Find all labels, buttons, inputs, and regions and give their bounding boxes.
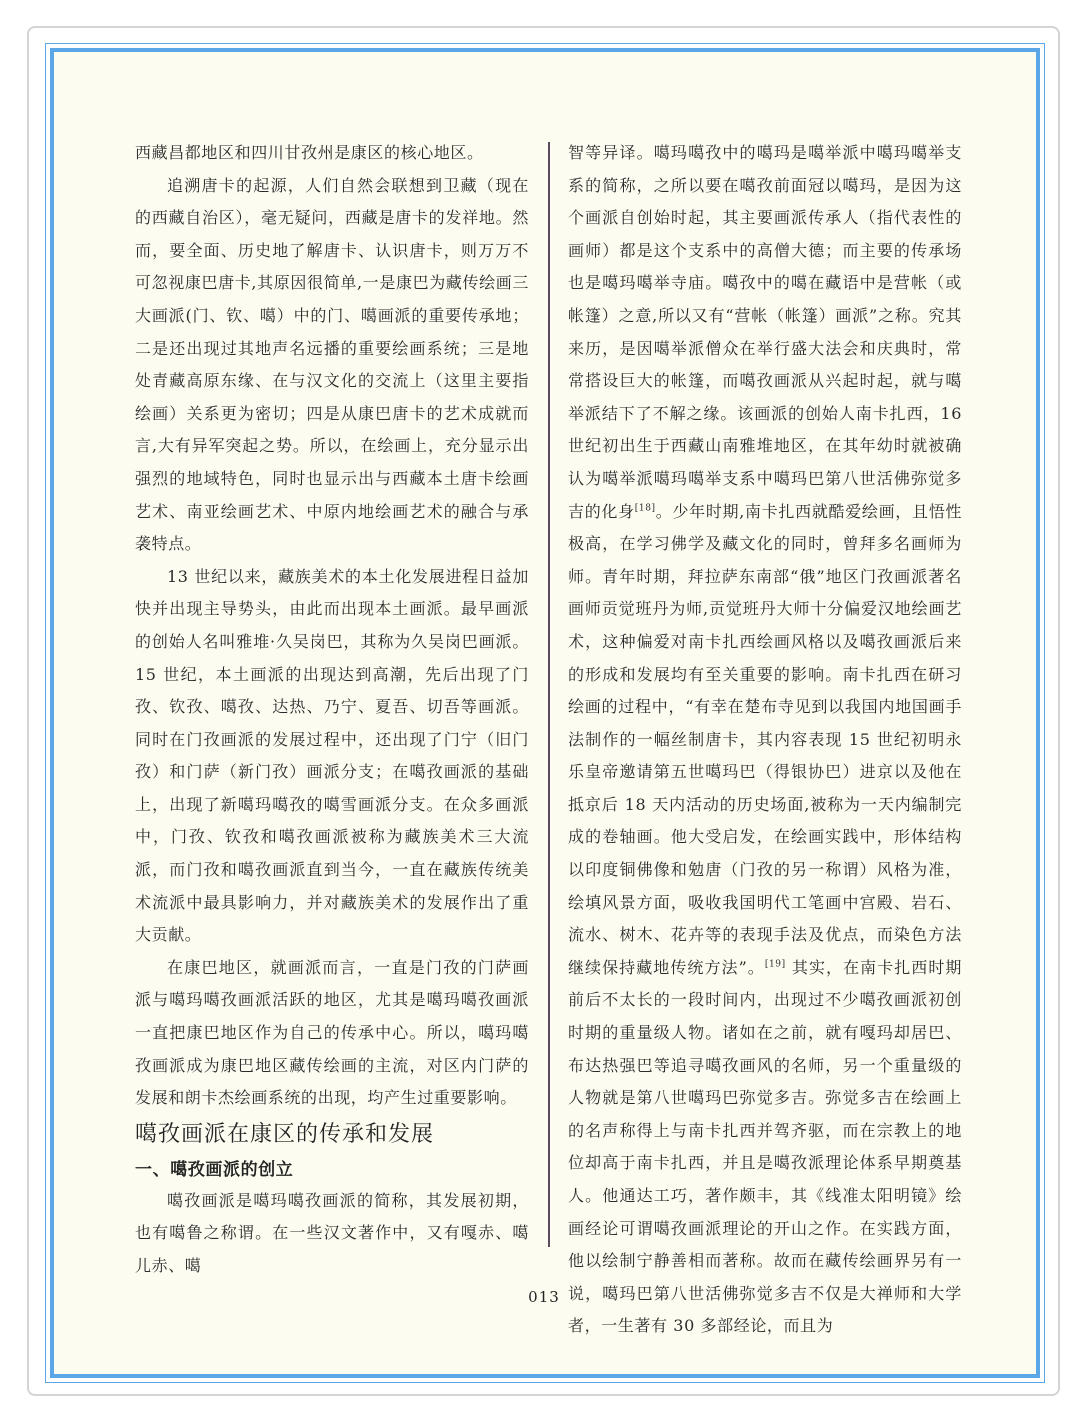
sub-title: 一、噶孜画派的创立 bbox=[135, 1159, 294, 1180]
right-column bbox=[568, 137, 962, 1343]
paragraph-text: 其实，在南卡扎西时期前后不太长的一段时间内，出现过不少噶孜画派初创时期的重量级人物。诸如在之前，就有嘎玛却居巴、布达热强巴等追寻噶孜画风的名师，另一个重量级的人物就是第八世噶玛巴弥觉多吉。弥觉多吉在绘画上的名声称得上与南卡扎西并驾齐驱，而在宗教上的地位却高于南卡扎西，并且是噶孜派理论体系早期奠基人。他通达工巧，著作颇丰，其《线准太阳明镜》绘画经论可谓噶孜画派理论的开山之作。在实践方面，他以绘制宁静善相而著称。故而在藏传绘画界另有一说，噶玛巴第八世活佛弥觉多吉不仅是大禅师和大学者，一生著有 30 多部经论，而且为 bbox=[568, 957, 963, 1336]
paragraph: 13 世纪以来，藏族美术的本土化发展进程日益加快并出现主导势头，由此而出现本土画派。最早画派的创始人名叫雅堆·久吴岗巴，其称为久吴岗巴画派。15 世纪，本土画派的出现达到高潮，先后出现了门孜、钦孜、噶孜、达热、乃宁、夏吾、切吾等画派。同时在门孜画派的发展过程中，还出现了门宁（旧门孜）和门萨（新门孜）画派分支；在噶孜画派的基础上，出现了新噶玛噶孜的噶雪画派分支。在众多画派中，门孜、钦孜和噶孜画派被称为藏族美术三大流派，而门孜和噶孜画派直到当今，一直在藏族传统美术流派中最具影响力，并对藏族美术的发展作出了重大贡献。 bbox=[135, 566, 529, 945]
column-divider bbox=[548, 142, 550, 1247]
paragraph: 追溯唐卡的起源，人们自然会联想到卫藏（现在的西藏自治区），毫无疑问，西藏是唐卡的发祥地。然而，要全面、历史地了解唐卡、认识唐卡，则万万不可忽视康巴唐卡,其原因很简单,一是康巴为藏传绘画三大画派(门、钦、噶）中的门、噶画派的重要传承地；二是还出现过其地声名远播的重要绘画系统；三是地处青藏高原东缘、在与汉文化的交流上（这里主要指绘画）关系更为密切；四是从康巴唐卡的艺术成就而言,大有异军突起之势。所以，在绘画上，充分显示出强烈的地域特色，同时也显示出与西藏本土唐卡绘画艺术、南亚绘画艺术、中原内地绘画艺术的融合与承袭特点。 bbox=[135, 175, 529, 554]
footnote-ref-19[interactable]: [19] bbox=[764, 959, 786, 970]
paragraph-text: 。少年时期,南卡扎西就酷爱绘画，且悟性极高，在学习佛学及藏文化的同时，曾拜多名画师为师。青年时期，拜拉萨东南部“俄”地区门孜画派著名画师贡觉班丹为师,贡觉班丹大师十分偏爱汉地绘画艺术，这种偏爱对南卡扎西绘画风格以及噶孜画派后来的形成和发展均有至关重要的影响。南卡扎西在研习绘画的过程中，“有幸在楚布寺见到以我国内地国画手法制作的一幅丝制唐卡，其内容表现 15 世纪初明永乐皇帝邀请第五世噶玛巴（得银协巴）进京以及他在抵京后 18 天内活动的历史场面,被称为一天内编制完成的卷轴画。他大受启发，在绘画实践中，形体结构以印度铜佛像和勉唐（门孜的另一称谓）风格为准，绘填风景方面，吸收我国明代工笔画中宫殿、岩石、流水、树木、花卉等的表现手法及优点，而染色方法继续保持藏地传统方法”。 bbox=[568, 501, 962, 977]
paragraph: 西藏昌都地区和四川甘孜州是康区的核心地区。 bbox=[135, 143, 484, 162]
paragraph-text: 智等异译。噶玛噶孜中的噶玛是噶举派中噶玛噶举支系的简称，之所以要在噶孜前面冠以噶玛，是因为这个画派自创始时起，其主要画派传承人（指代表性的画师）都是这个支系中的高僧大德；而主要的传承场也是噶玛噶举寺庙。噶孜中的噶在藏语中是营帐（或帐篷）之意,所以又有“营帐（帐篷）画派”之称。究其来历，是因噶举派僧众在举行盛大法会和庆典时，常常搭设巨大的帐篷，而噶孜画派从兴起时起，就与噶举派结下了不解之缘。该画派的创始人南卡扎西，16 世纪初出生于西藏山南雅堆地区，在其年幼时就被确认为噶举派噶玛噶举支系中噶玛巴第八世活佛弥觉多吉的化身 bbox=[568, 143, 962, 521]
footnote-ref-18[interactable]: [18] bbox=[634, 503, 656, 514]
paragraph: 在康巴地区，就画派而言，一直是门孜的门萨画派与噶玛噶孜画派活跃的地区，尤其是噶玛噶孜画派一直把康巴地区作为自己的传承中心。所以，噶玛噶孜画派成为康巴地区藏传绘画的主流，对区内门萨的发展和朗卡杰绘画系统的出现，均产生过重要影响。 bbox=[135, 957, 529, 1108]
section-title: 噶孜画派在康区的传承和发展 bbox=[135, 1121, 435, 1147]
paragraph bbox=[568, 137, 962, 1343]
paragraph: 噶孜画派是噶玛噶孜画派的简称，其发展初期，也有噶鲁之称谓。在一些汉文著作中，又有嘎赤、噶儿赤、噶 bbox=[135, 1190, 529, 1275]
page-number: 013 bbox=[528, 1288, 560, 1306]
left-column bbox=[135, 137, 529, 1283]
